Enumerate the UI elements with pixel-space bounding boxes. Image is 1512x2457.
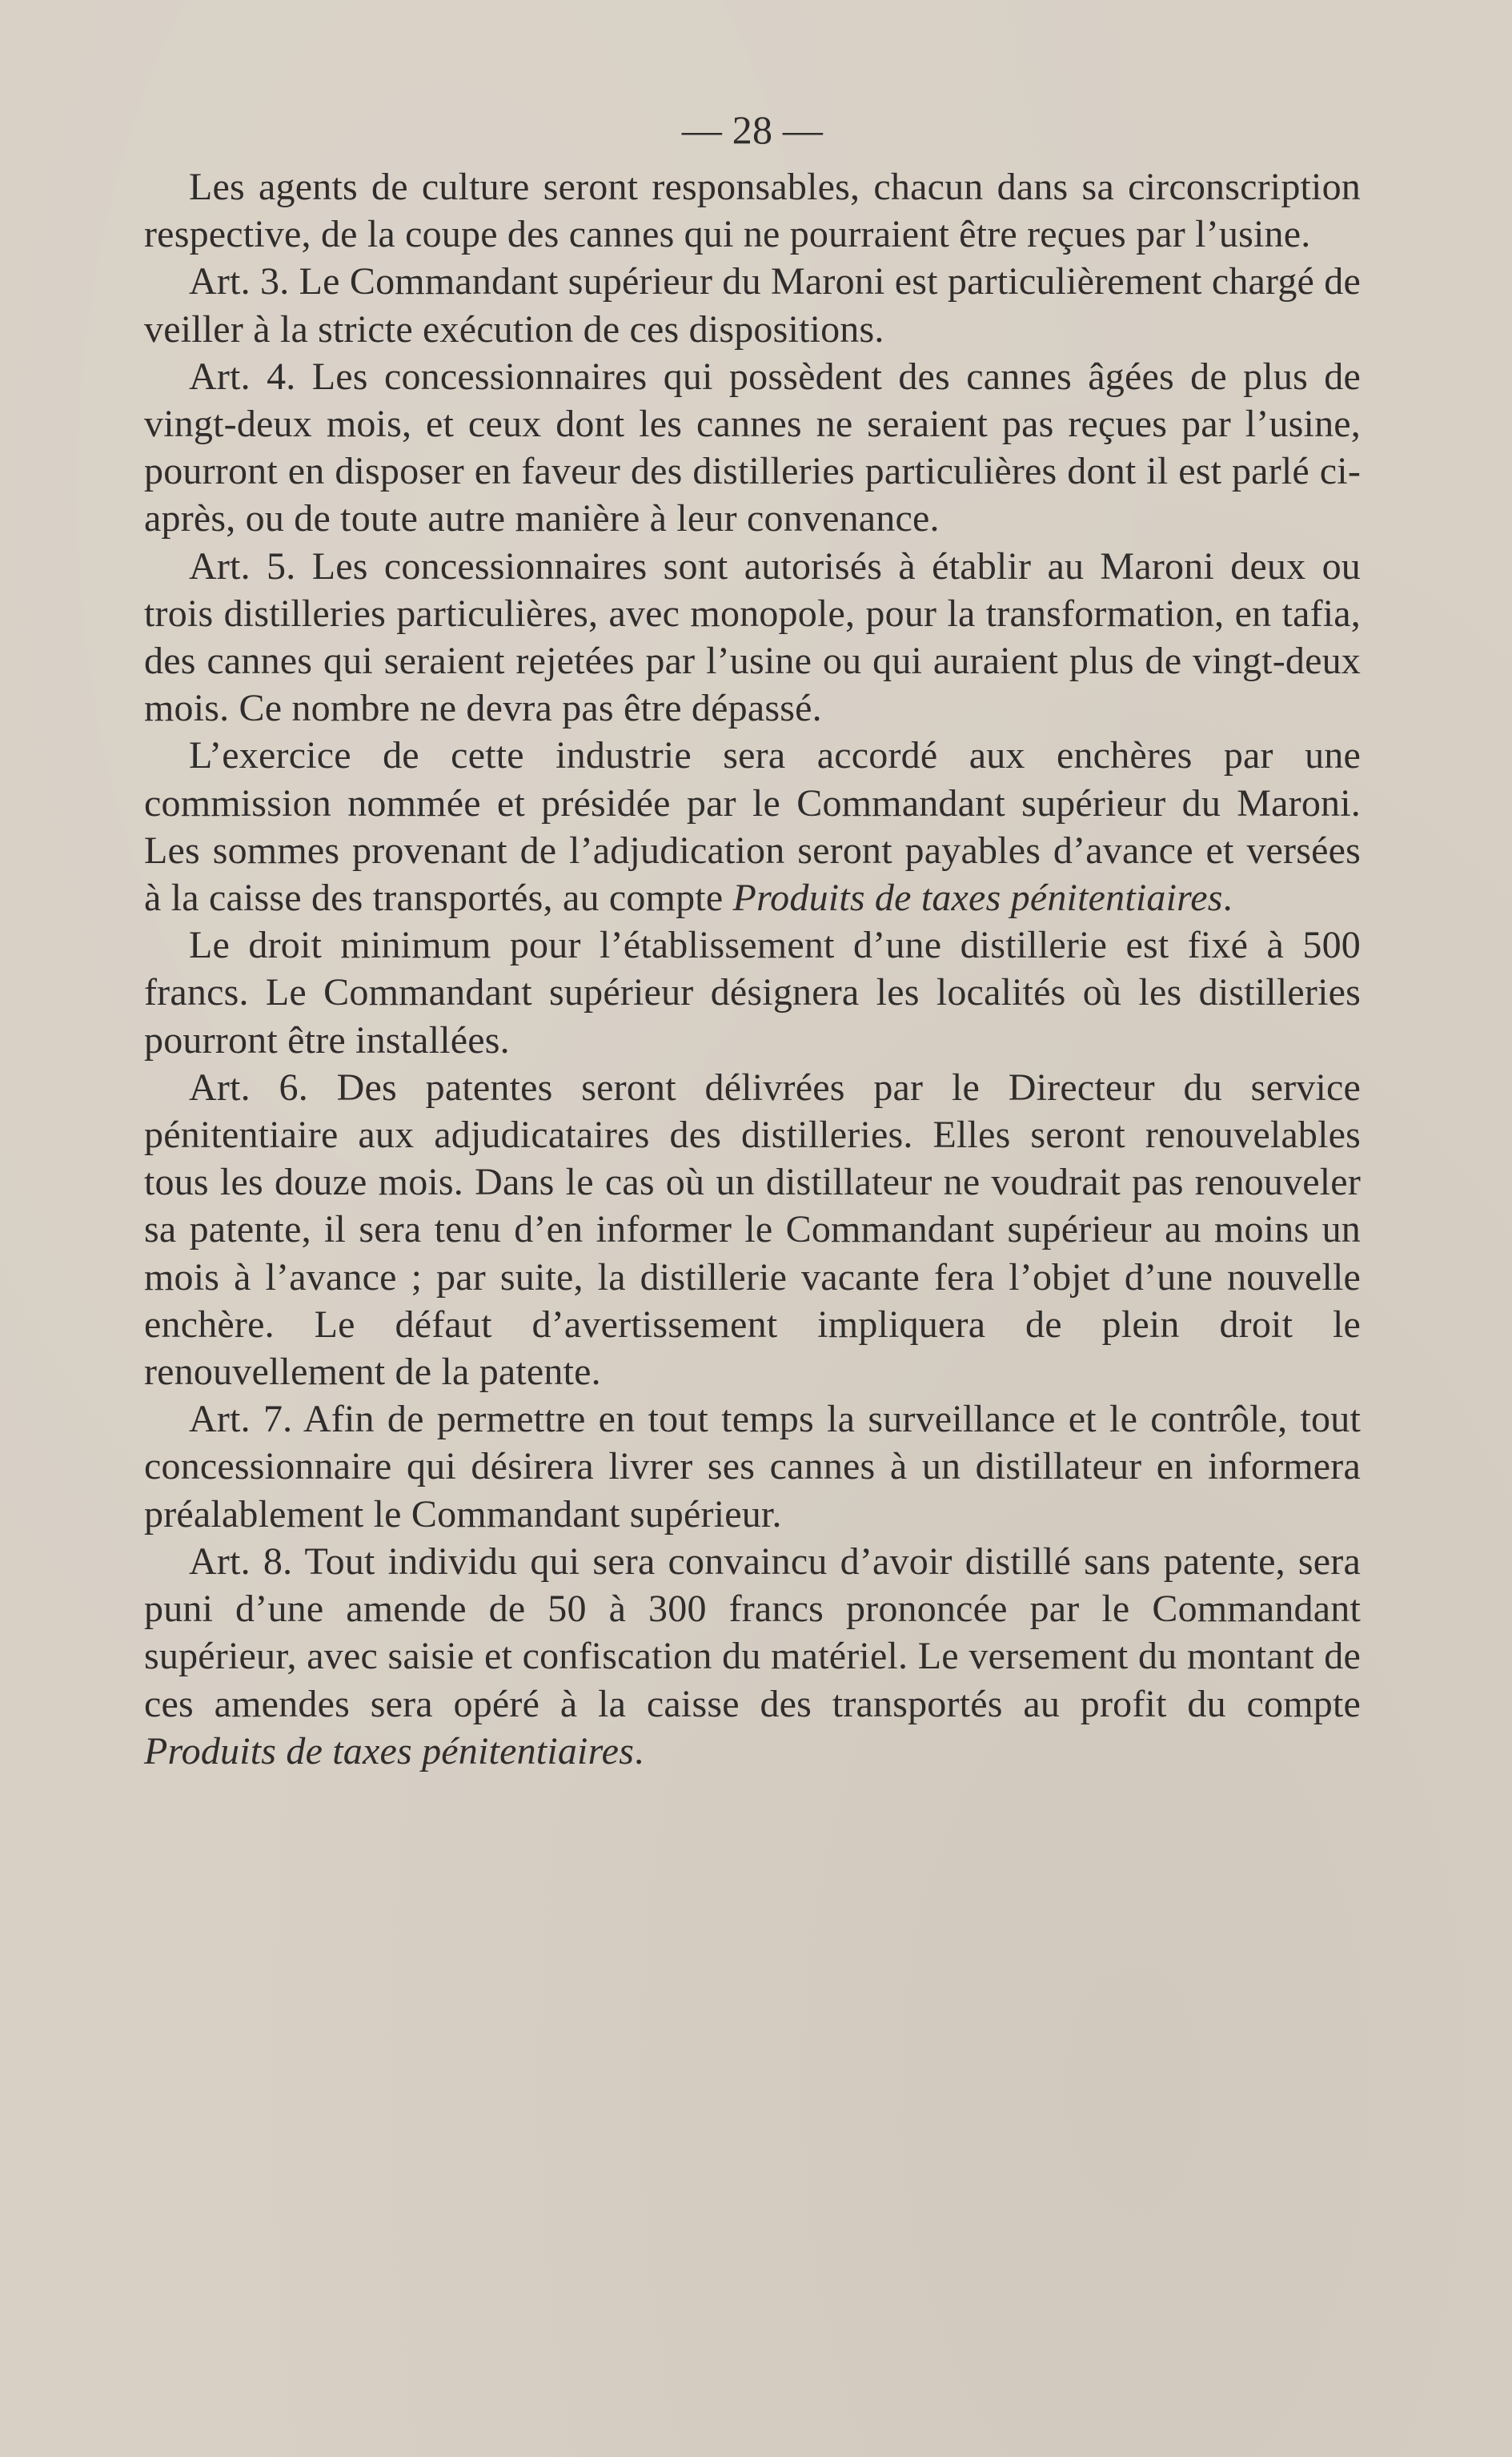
exercise-paragraph-text: L’exercice de cette industrie sera accordé aux enchères par une commission nommée et présidée par le Commandant supérieur du Maroni. Les sommes provenant de l’adjudication seront payables d’avance et versées à la caisse des transportés, au compte: [144, 734, 1361, 920]
paragraph-1: [144, 163, 1361, 258]
article-6-text: Art. 6. Des patentes seront délivrées par le Directeur du service pénitentiaire aux adjudicataires des distilleries. Elles seront renouvelables tous les douze mois. Dans le cas où un distillateur ne voudrait pas renouveler sa patente, il sera tenu d’en informer le Commandant supérieur au moins un mois à l’avance ; par suite, la distillerie vacante fera l’objet d’une nouvelle enchère. Le défaut d’avertissement impliquera de plein droit le renouvellement de la patente.: [144, 1066, 1361, 1394]
minimum-fee-paragraph: [144, 921, 1361, 1064]
article-8-ending: .: [634, 1729, 644, 1772]
article-7: [144, 1395, 1361, 1538]
article-3: [144, 258, 1361, 352]
article-8-italic-account: Produits de taxes pénitentiaires: [144, 1729, 635, 1772]
exercise-paragraph-italic-account: Produits de taxes pénitentiaires: [732, 877, 1223, 920]
article-3-text: Art. 3. Le Commandant supérieur du Maroni est particulièrement chargé de veiller à la stricte exécution de ces dispositions.: [144, 260, 1361, 351]
article-7-text: Art. 7. Afin de permettre en tout temps la surveillance et le contrôle, tout concessionnaire qui désirera livrer ses cannes à un distillateur en informera préalablement le Commandant supérieur.: [144, 1398, 1361, 1536]
article-5: [144, 543, 1361, 733]
exercise-paragraph-ending: .: [1222, 877, 1233, 920]
article-8-text: Art. 8. Tout individu qui sera convaincu d’avoir distillé sans patente, sera puni d’une amende de 50 à 300 francs prononcée par le Commandant supérieur, avec saisie et confiscation du matériel. Le versement du montant de ces amendes sera opéré à la caisse des transportés au profit du compte: [144, 1540, 1361, 1725]
article-4-text: Art. 4. Les concessionnaires qui possèdent des cannes âgées de plus de vingt-deux mois, et ceux dont les cannes ne seraient pas reçues par l’usine, pourront en disposer en faveur des distilleries particulières dont il est parlé ci-après, ou de toute autre manière à leur convenance.: [144, 355, 1361, 540]
page-text: [144, 104, 1361, 1775]
article-5-text: Art. 5. Les concessionnaires sont autorisés à établir au Maroni deux ou trois distilleries particulières, avec monopole, pour la transformation, en tafia, des cannes qui seraient rejetées par l’usine ou qui auraient plus de vingt-deux mois. Ce nombre ne devra pas être dépassé.: [144, 544, 1361, 730]
article-5-exercise-paragraph: [144, 732, 1361, 921]
paragraph-1-text: Les agents de culture seront responsables, chacun dans sa circonscription respective, de la coupe des cannes qui ne pourraient être reçues par l’usine.: [144, 166, 1361, 256]
article-8: [144, 1538, 1361, 1775]
article-6: [144, 1064, 1361, 1395]
article-4: [144, 353, 1361, 543]
minimum-fee-text: Le droit minimum pour l’établissement d’une distillerie est fixé à 500 francs. Le Commandant supérieur désignera les localités où les distilleries pourront être installées.: [144, 924, 1361, 1062]
page-number: — 28 —: [681, 107, 824, 152]
